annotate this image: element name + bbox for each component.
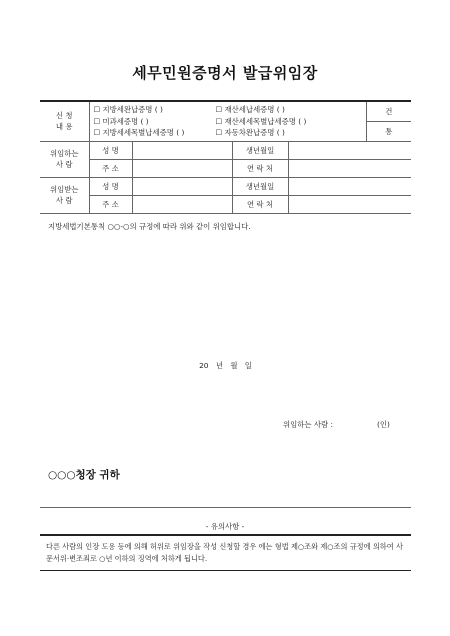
seal-mark[interactable]: (인): [377, 419, 390, 429]
count-unit: 건: [385, 106, 393, 116]
delegate-birth-field[interactable]: [288, 177, 411, 195]
delegate-name-field[interactable]: [132, 177, 232, 195]
option-property-tax-paid[interactable]: ☐ 재산세납세증명 ( ): [215, 105, 285, 114]
delegate-address-field[interactable]: [132, 195, 232, 213]
addressee: ○○○청장 귀하: [48, 468, 120, 481]
signer-label: 위임하는 사람 :: [283, 419, 334, 429]
application-label-line1: 신 청: [55, 111, 73, 121]
delegation-form-table: [40, 100, 411, 508]
notice-title: - 유의사항 -: [205, 522, 245, 531]
delegate-contact-label: 연 락 처: [232, 195, 288, 213]
delegator-birth-label: 생년월일: [232, 141, 288, 159]
delegator-contact-field[interactable]: [288, 159, 411, 177]
option-non-taxation[interactable]: ☐ 미과세증명 ( ): [93, 116, 149, 126]
delegator-birth-field[interactable]: [288, 141, 411, 159]
copies-unit-cell[interactable]: [366, 121, 411, 141]
delegator-label: [40, 141, 89, 177]
delegation-statement-area: [40, 213, 411, 507]
delegate-label-line1: 위임받는: [49, 185, 79, 194]
delegator-name-field[interactable]: [132, 141, 232, 159]
application-label: [40, 101, 89, 141]
delegate-birth-label: 생년월일: [232, 177, 288, 195]
delegator-address-field[interactable]: [132, 159, 232, 177]
option-vehicle-tax-paid[interactable]: ☐ 자동차완납증명 ( ): [215, 128, 285, 137]
notice-text: 다른 사람의 인장 도용 등에 의해 허위로 위임장을 작성 신청할 경우 에는 형법 제○조와 제○조의 규정에 의하여 사문서위·변조죄로 ○년 이하의 징역에 처하게 됩니다.: [40, 534, 411, 571]
option-local-tax-paid[interactable]: ☐ 지방세완납증명 ( ): [93, 105, 163, 114]
option-property-tax-itemized[interactable]: ☐ 재산세세목별납세증명 ( ): [215, 116, 307, 126]
delegate-contact-field[interactable]: [288, 195, 411, 213]
delegator-name-label: 성 명: [89, 141, 132, 159]
form-title: 세무민원증명서 발급위임장: [132, 64, 318, 82]
count-unit-cell[interactable]: [366, 101, 411, 121]
delegator-label-line2: 사 람: [55, 160, 73, 169]
delegate-address-label: 주 소: [89, 195, 132, 213]
delegator-label-line1: 위임하는: [49, 149, 79, 158]
delegate-label-line2: 사 람: [55, 196, 73, 205]
delegate-name-label: 성 명: [89, 177, 132, 195]
option-local-tax-itemized[interactable]: ☐ 지방세세목별납세증명 ( ): [93, 128, 185, 137]
delegation-statement: 지방세법기본통칙 ○○-○의 규정에 따라 위와 같이 위임합니다.: [48, 221, 251, 231]
date-line[interactable]: 20 년 월 일: [199, 360, 252, 370]
certificate-options: [89, 101, 366, 141]
delegator-address-label: 주 소: [89, 159, 132, 177]
copies-unit: 통: [385, 126, 393, 136]
application-label-line2: 내 용: [55, 122, 73, 132]
delegate-label: [40, 177, 89, 213]
delegator-contact-label: 연 락 처: [232, 159, 288, 177]
